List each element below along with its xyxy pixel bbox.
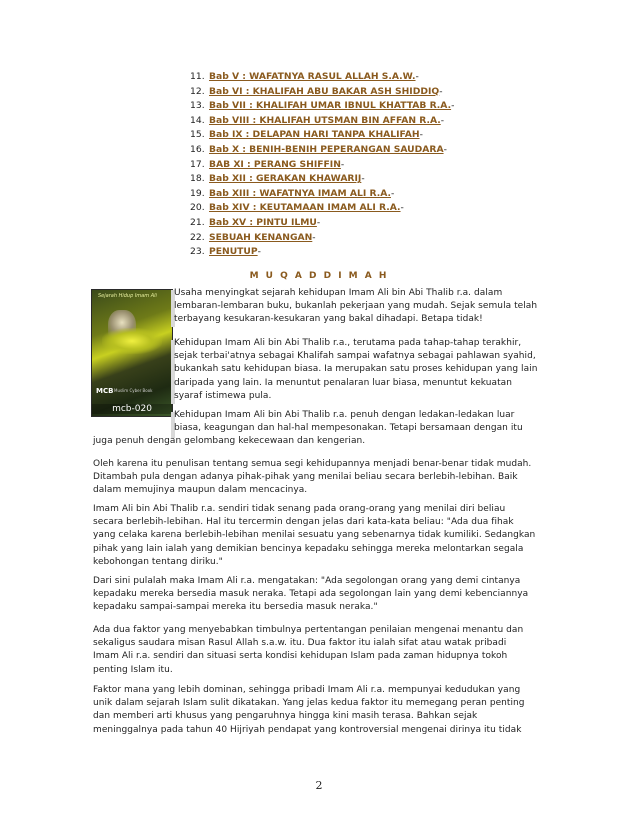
paragraph: Oleh karena itu penulisan tentang semua segi kehidupannya menjadi benar-benar tidak mudah. Ditambah pula dengan adanya pihak-pihak yang menilai beliau secara berlebih-lebihan. Baik dalam memujinya maupun dalam mencacinya. [93,459,532,496]
toc-item: 17. BAB XI : PERANG SHIFFIN- [190,158,345,170]
toc-item: 16. Bab X : BENIH-BENIH PEPERANGAN SAUDARA- [190,143,447,155]
cover-subtitle: Muslim Cyber Book [114,388,153,393]
table-of-contents [190,70,454,260]
toc-link[interactable]: Bab XIV : KEUTAMAAN IMAM ALI R.A. [209,202,401,214]
toc-link[interactable]: Bab XV : PINTU ILMU [209,216,317,228]
cover-mcb-logo: MCB [96,387,114,395]
toc-item: 14. Bab VIII : KHALIFAH UTSMAN BIN AFFAN R.A.- [190,114,445,126]
paragraph: Usaha menyingkat sejarah kehidupan Imam Ali bin Abi Thalib r.a. dalam lembaran-lembaran buku, bukanlah pekerjaan yang mudah. Sejak semula telah terbayang kesukaran-kesukaran yang bakal dihadapi. Betapa tidak! [174,288,538,325]
toc-item: 11. Bab V : WAFATNYA RASUL ALLAH S.A.W.- [190,71,419,82]
paragraph: Kehidupan Imam Ali bin Abi Thalib r.a. penuh dengan ledakan-ledakan luar biasa, keagungan dan hal-hal mempesonakan. Tetapi bersamaan dengan itu juga penuh dengan gelombang kekecewaan dan kengerian. [93,410,523,447]
toc-link[interactable]: Bab XII : GERAKAN KHAWARIJ [209,173,362,185]
paragraph: Kehidupan Imam Ali bin Abi Thalib r.a., terutama pada tahap-tahap terakhir, sejak terbai'atnya sebagai Khalifah sampai wafatnya sebagai pahlawan syahid, bukankah satu kehidupan biasa. Ia merupakan satu proses kehidupan yang lain daripada yang lain. Ia menuntut penalaran luar biasa, menuntut kekuatan syaraf istimewa pula. [174,338,538,401]
toc-item: 22. SEBUAH KENANGAN- [190,231,316,243]
paragraph: Ada dua faktor yang menyebabkan timbulnya pertentangan penilaian mengenai menantu dan sekaligus saudara misan Rasul Allah s.a.w. itu. Dua faktor itu ialah sifat atau watak pribadi Imam Ali r.a. sendiri dan situasi serta kondisi kehidupan Islam pada zaman hidupnya tokoh penting Islam itu. [93,625,524,675]
cover-code: mcb-020 [92,404,172,414]
toc-item: 15. Bab IX : DELAPAN HARI TANPA KHALIFAH- [190,129,423,141]
toc-item: 13. Bab VII : KHALIFAH UMAR IBNUL KHATTAB R.A.- [190,100,455,112]
paragraph: Dari sini pulalah maka Imam Ali r.a. mengatakan: "Ada segolongan orang yang demi cintanya kepadaku mereka bersedia masuk neraka. Tetapi ada segolongan lain yang demi kebenciannya kepadaku sampai-sampai mereka itu bersedia masuk neraka." [93,576,529,613]
toc-link[interactable]: Bab XIII : WAFATNYA IMAM ALI R.A. [209,187,391,199]
toc-link[interactable]: PENUTUP [209,246,258,258]
toc-link[interactable]: SEBUAH KENANGAN [209,231,313,243]
toc-link[interactable]: BAB XI : PERANG SHIFFIN [209,158,341,170]
toc-item: 19. Bab XIII : WAFATNYA IMAM ALI R.A.- [190,187,395,199]
toc-link[interactable]: Bab X : BENIH-BENIH PEPERANGAN SAUDARA [209,143,444,155]
toc-link[interactable]: Bab VIII : KHALIFAH UTSMAN BIN AFFAN R.A. [209,114,441,126]
cover-title: Sejarah Hidup Imam Ali [98,293,157,299]
toc-item: 23. PENUTUP- [190,246,261,258]
toc-item: 12. Bab VI : KHALIFAH ABU BAKAR ASH SHIDDIQ- [190,85,443,97]
toc-link[interactable]: Bab VII : KHALIFAH UMAR IBNUL KHATTAB R.A. [209,100,452,112]
paragraph: Faktor mana yang lebih dominan, sehingga pribadi Imam Ali r.a. mempunyai kedudukan yang unik dalam sejarah Islam sulit dikatakan. Yang jelas kedua faktor itu memegang peran penting dan memberi arti khusus yang pengaruhnya hingga kini masih terasa. Bahkan sejak meninggalnya pada tahun 40 Hijriyah pendapat yang kontroversial mengenai dirinya itu tidak [93,685,525,735]
toc-link[interactable]: Bab IX : DELAPAN HARI TANPA KHALIFAH [209,129,420,141]
toc-link[interactable]: Bab V : WAFATNYA RASUL ALLAH S.A.W. [209,71,416,82]
toc-item: 18. Bab XII : GERAKAN KHAWARIJ- [190,173,365,185]
toc-link[interactable]: Bab VI : KHALIFAH ABU BAKAR ASH SHIDDIQ [209,85,440,97]
section-heading: M U Q A D D I M A H [249,271,389,281]
cover-splash [102,328,162,354]
paragraph: Imam Ali bin Abi Thalib r.a. sendiri tidak senang pada orang-orang yang menilai diri beliau secara berlebih-lebihan. Hal itu tercermin dengan jelas dari kata-kata beliau: "Ada dua fihak yang celaka karena berlebih-lebihan menilai sesuatu yang sebenarnya tidak kumiliki. Sedangkan pihak yang lain ialah yang demikian bencinya kepadaku sehingga mereka melontarkan segala kebohongan tentang diriku." [93,504,536,567]
page-number: 2 [315,779,323,792]
book-cover-image [91,289,173,417]
toc-item: 21. Bab XV : PINTU ILMU- [190,216,321,228]
toc-item: 20. Bab XIV : KEUTAMAAN IMAM ALI R.A.- [190,202,404,214]
